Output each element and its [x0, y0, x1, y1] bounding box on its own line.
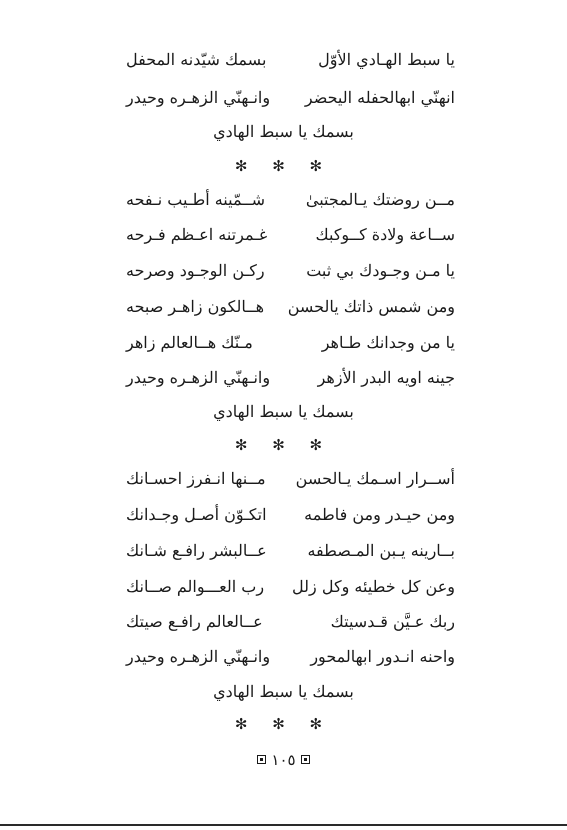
- bottom-rule: [0, 824, 567, 826]
- refrain: بسمك يا سبط الهادي: [213, 122, 354, 141]
- verse-right: ومن شمس ذاتك يالحسن: [287, 297, 455, 316]
- verse-left: رب العـــوالم صــانك: [126, 577, 265, 596]
- stanza-separator: ✻ ✻ ✻: [234, 436, 333, 454]
- verse-left: عــالبشر رافـع شـانك: [126, 541, 267, 560]
- verse-left: وانـهنّي الزهـره وحيدر: [126, 88, 271, 107]
- verse-right: يا سبط الهـادي الأوّل: [318, 50, 455, 69]
- square-ornament-icon: [257, 755, 266, 764]
- verse-right: ربك عـيَّن قـدسيتك: [330, 612, 455, 631]
- verse-right: ســاعة ولادة كــوكبك: [315, 225, 455, 244]
- verse-left: وانـهنّي الزهـره وحيدر: [126, 368, 271, 387]
- verse-right: أســرار اسـمك يـالحسن: [295, 469, 455, 488]
- page-number: [0, 750, 567, 770]
- verse-right: واحنه انـدور ابهالمحور: [310, 647, 455, 666]
- verse-right: جينه اويه البدر الأزهر: [317, 368, 455, 387]
- verse-left: ركـن الوجـود وصرحه: [126, 261, 265, 280]
- refrain: بسمك يا سبط الهادي: [213, 682, 354, 701]
- stanza-separator: ✻ ✻ ✻: [234, 157, 333, 175]
- verse-left: وانـهنّي الزهـره وحيدر: [126, 647, 271, 666]
- verse-right: يا من وجدانك طـاهر: [321, 333, 455, 352]
- verse-left: مـنّك هــالعالم زاهر: [126, 333, 253, 352]
- verse-left: بسمك شيّدنه المحفل: [126, 50, 267, 69]
- verse-right: مــن روضتك يـالمجتبیٰ: [305, 190, 455, 209]
- verse-left: اتكـوّن أصـل وجـدانك: [126, 505, 267, 524]
- verse-right: انهنّي ابهالحفله اليحضر: [304, 88, 455, 107]
- verse-right: بــارينه يـبن المـصطفه: [307, 541, 455, 560]
- refrain: بسمك يا سبط الهادي: [213, 402, 354, 421]
- verse-left: عــالعالم رافـع صيتك: [126, 612, 263, 631]
- verse-left: شــمّينه أطـيب نـفحه: [126, 190, 265, 209]
- verse-right: ومن حيـدر ومن فاطمه: [304, 505, 455, 524]
- verse-right: يا مـن وجـودك بي ثبت: [306, 261, 455, 280]
- verse-left: مــنها انـفرز احسـانك: [126, 469, 266, 488]
- verse-right: وعن كل خطيئه وكل زلل: [292, 577, 455, 596]
- verse-left: غـمرتنه اعـظم فـرحه: [126, 225, 268, 244]
- square-ornament-icon: [301, 755, 310, 764]
- page-number-text: ١٠٥: [271, 751, 296, 769]
- verse-left: هــالكون زاهـر صبحه: [126, 297, 265, 316]
- stanza-separator: ✻ ✻ ✻: [234, 715, 333, 733]
